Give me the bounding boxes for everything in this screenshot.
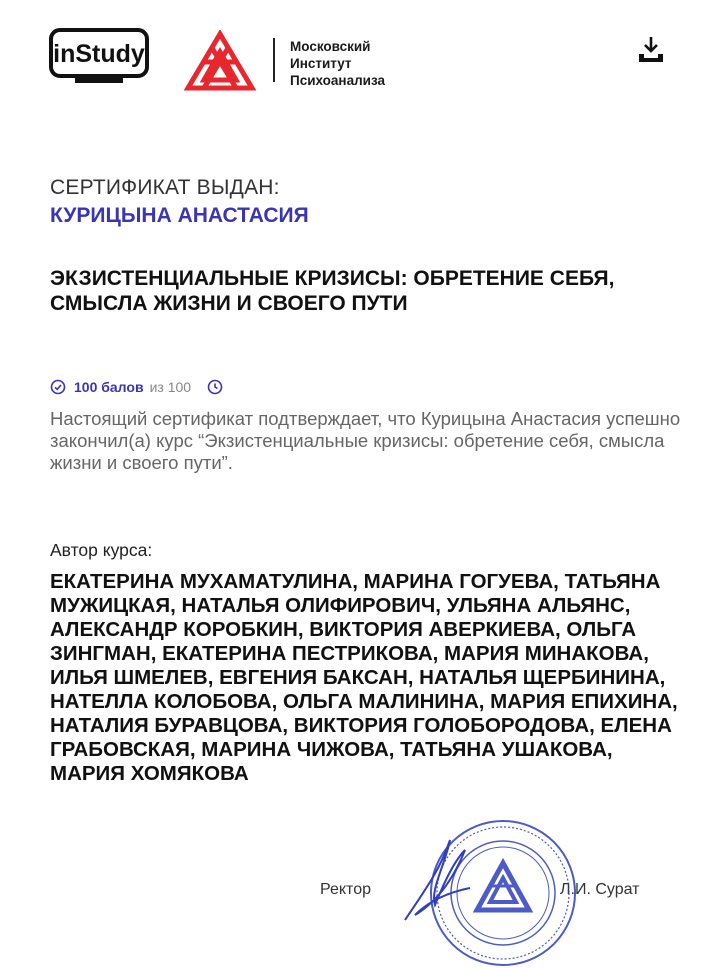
- score-max: из 100: [149, 379, 192, 395]
- rector-name: Л.И. Сурат: [560, 881, 640, 898]
- score-row: [50, 377, 223, 397]
- svg-text:inStudy: inStudy: [53, 40, 145, 68]
- instudy-logo: [49, 28, 149, 88]
- course-title: ЭКЗИСТЕНЦИАЛЬНЫЕ КРИЗИСЫ: ОБРЕТЕНИЕ СЕБЯ, СМЫСЛА ЖИЗНИ И СВОЕГО ПУТИ: [50, 267, 615, 315]
- score-value: 100 балов: [74, 379, 144, 395]
- recipient-name: КУРИЦЫНА АНАСТАСИЯ: [50, 204, 309, 227]
- certificate-description: Настоящий сертификат подтверждает, что Курицына Анастасия успешно закончил(а) курс “Экзистенциальные кризисы: обретение себя, смысла жизни и своего пути”.: [50, 408, 681, 473]
- institute-name: Московский Институт Психоанализа: [290, 39, 386, 88]
- course-authors: ЕКАТЕРИНА МУХАМАТУЛИНА, МАРИНА ГОГУЕВА, ТАТЬЯНА МУЖИЦКАЯ, НАТАЛЬЯ ОЛИФИРОВИЧ, УЛЬЯНА АЛЬЯНС, АЛЕКСАНДР КОРОБКИН, ВИКТОРИЯ АВЕРКИЕВА, ОЛЬГА ЗИНГМАН, ЕКАТЕРИНА ПЕСТРИКОВА, МАРИЯ МИНАКОВА, ИЛЬЯ ШМЕЛЕВ, ЕВГЕНИЯ БАКСАН, НАТАЛЬЯ ЩЕРБИНИНА, НАТЕЛЛА КОЛОБОВА, ОЛЬГА МАЛИНИНА, МАРИЯ ЕПИХИНА, НАТАЛИЯ БУРАВЦОВА, ВИКТОРИЯ ГОЛОБОРОДОВА, ЕЛЕНА ГРАБОВСКАЯ, МАРИНА ЧИЖОВА, ТАТЬЯНА УШАКОВА, МАРИЯ ХОМЯКОВА: [50, 570, 678, 785]
- download-icon[interactable]: [637, 34, 665, 64]
- rector-signature: [395, 830, 475, 930]
- author-label: Автор курса:: [50, 540, 153, 560]
- logo-divider: [273, 38, 275, 82]
- institute-triangle-logo: [184, 30, 256, 92]
- check-circle-icon: [50, 379, 66, 395]
- issued-label: СЕРТИФИКАТ ВЫДАН:: [50, 176, 280, 199]
- rector-label: Ректор: [320, 881, 371, 898]
- clock-icon: [207, 379, 223, 395]
- certificate-header: [0, 0, 725, 120]
